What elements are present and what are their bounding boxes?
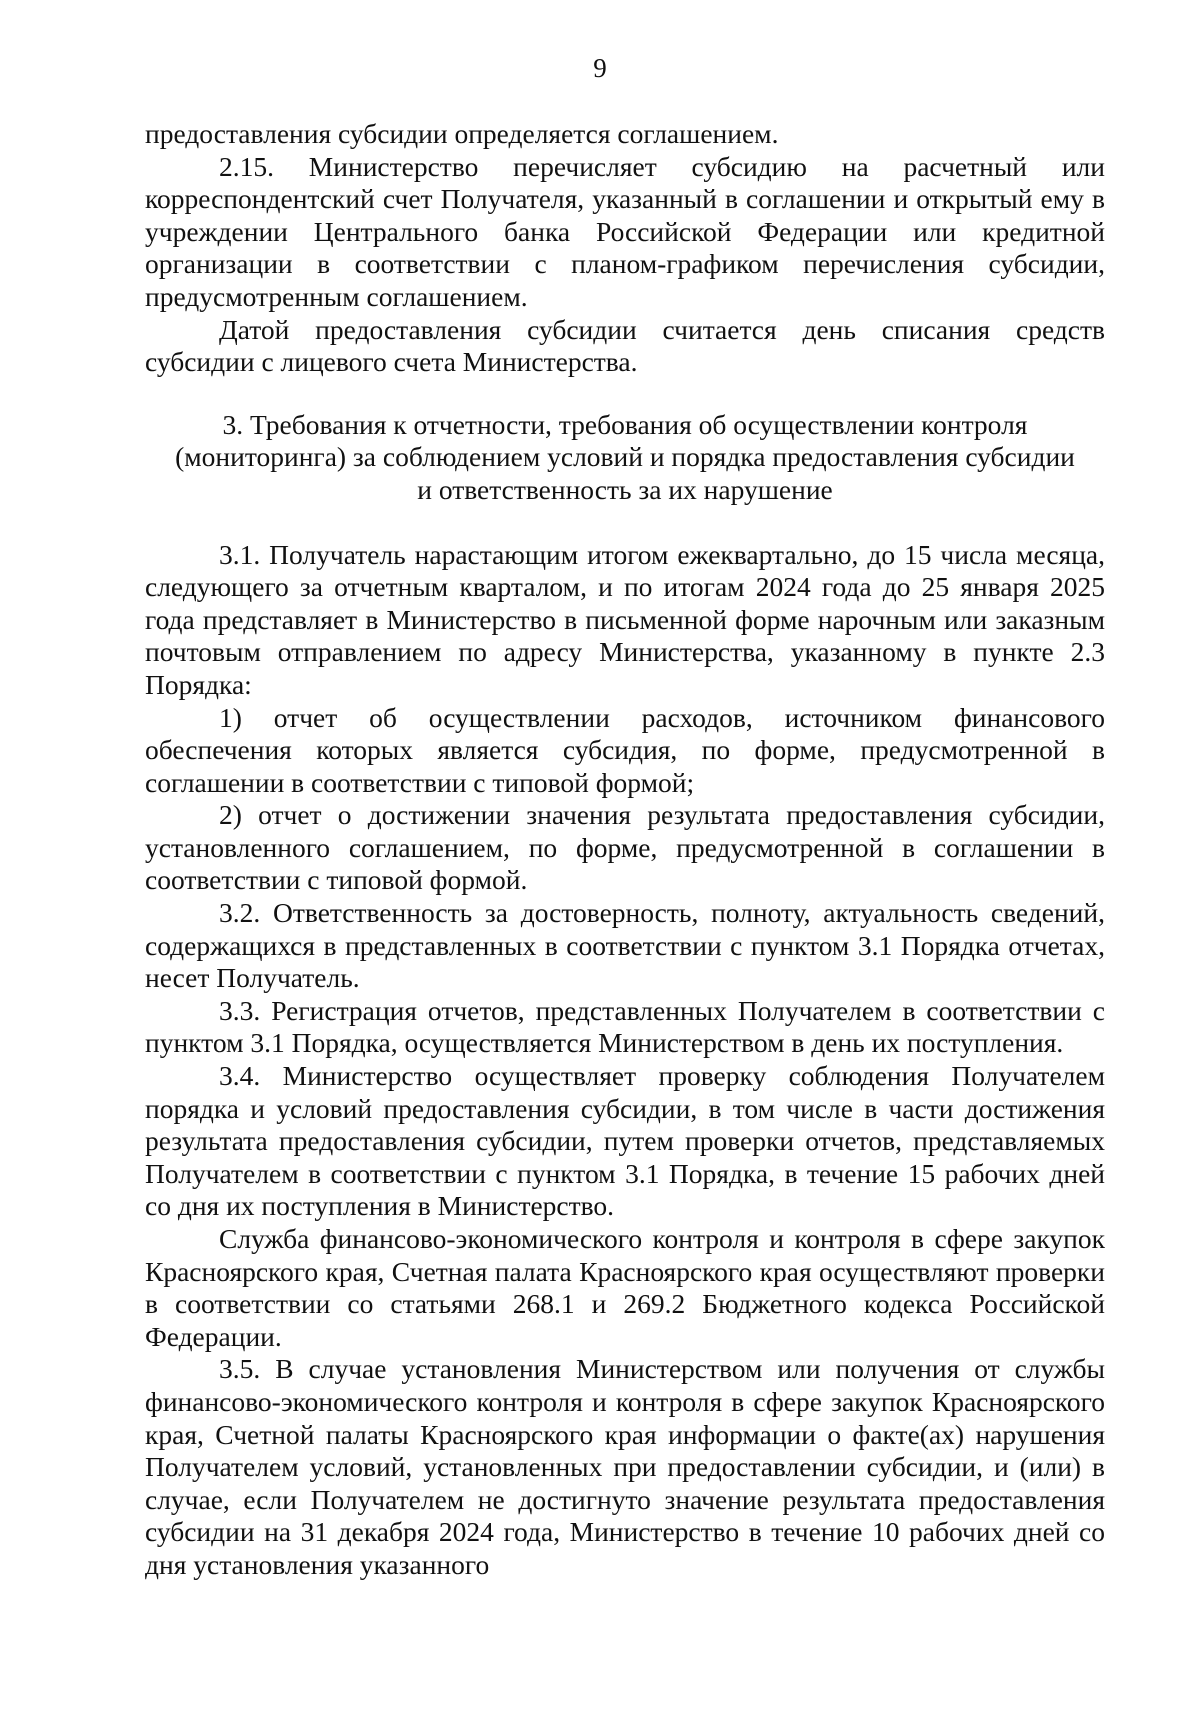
paragraph-3-1: 3.1. Получатель нарастающим итогом ежеквартально, до 15 числа месяца, следующего за отчетным кварталом, и по итогам 2024 года до 25 января 2025 года представляет в Министерство в письменной форме нарочным или заказным почтовым отправлением по адресу Министерства, указанному в пункте 2.3 Порядка: (145, 538, 1105, 700)
section-3-heading (145, 409, 1105, 507)
paragraph-3-2: 3.2. Ответственность за достоверность, полноту, актуальность сведений, содержащихся в представленных в соответствии с пунктом 3.1 Порядка отчетах, несет Получатель. (145, 897, 1105, 994)
paragraph-3-3: 3.3. Регистрация отчетов, представленных Получателем в соответствии с пунктом 3.1 Порядка, осуществляется Министерством в день их поступления. (145, 994, 1105, 1059)
section-3-heading-line-3: и ответственность за их нарушение (417, 473, 833, 505)
paragraph-3-5: 3.5. В случае установления Министерством или получения от службы финансово-экономического контроля и контроля в сфере закупок Красноярского края, Счетной палаты Красноярского края информации о факте(ах) нарушения Получателем условий, установленных при предоставлении субсидии, и (или) в случае, если Получателем не достигнуто значение результата предоставления субсидии на 31 декабря 2024 года, Министерство в течение 10 рабочих дней со дня установления указанного (145, 1353, 1105, 1580)
paragraph-date-of-subsidy: Датой предоставления субсидии считается день списания средств субсидии с лицевого счета Министерства. (145, 313, 1105, 378)
paragraph-2-14-continuation: предоставления субсидии определяется соглашением. (145, 118, 779, 149)
paragraph-3-1-item-2: 2) отчет о достижении значения результата предоставления субсидии, установленного соглашением, по форме, предусмотренной в соглашении в соответствии с типовой формой. (145, 799, 1105, 896)
paragraph-3-4: 3.4. Министерство осуществляет проверку соблюдения Получателем порядка и условий предоставления субсидии, в том числе в части достижения результата предоставления субсидии, путем проверки отчетов, представляемых Получателем в соответствии с пунктом 3.1 Порядка, в течение 15 рабочих дней со дня их поступления в Министерство. (145, 1060, 1105, 1222)
section-3-heading-line-1: 3. Требования к отчетности, требования об осуществлении контроля (222, 408, 1028, 440)
section-3-heading-line-2: (мониторинга) за соблюдением условий и порядка предоставления субсидии (175, 441, 1075, 473)
paragraph-3-1-item-1: 1) отчет об осуществлении расходов, источником финансового обеспечения которых является субсидия, по форме, предусмотренной в соглашении в соответствии с типовой формой; (145, 701, 1105, 798)
paragraph-2-15: 2.15. Министерство перечисляет субсидию на расчетный или корреспондентский счет Получателя, указанный в соглашении и открытый ему в учреждении Центрального банка Российской Федерации или кредитной организации в соответствии с планом-графиком перечисления субсидии, предусмотренным соглашением. (145, 150, 1105, 312)
page-number: 9 (593, 53, 607, 83)
paragraph-control-service: Служба финансово-экономического контроля и контроля в сфере закупок Красноярского края, Счетная палата Красноярского края осуществляют проверки в соответствии со статьями 268.1 и 269.2 Бюджетного кодекса Российской Федерации. (145, 1223, 1105, 1352)
document-body (145, 118, 1105, 1582)
